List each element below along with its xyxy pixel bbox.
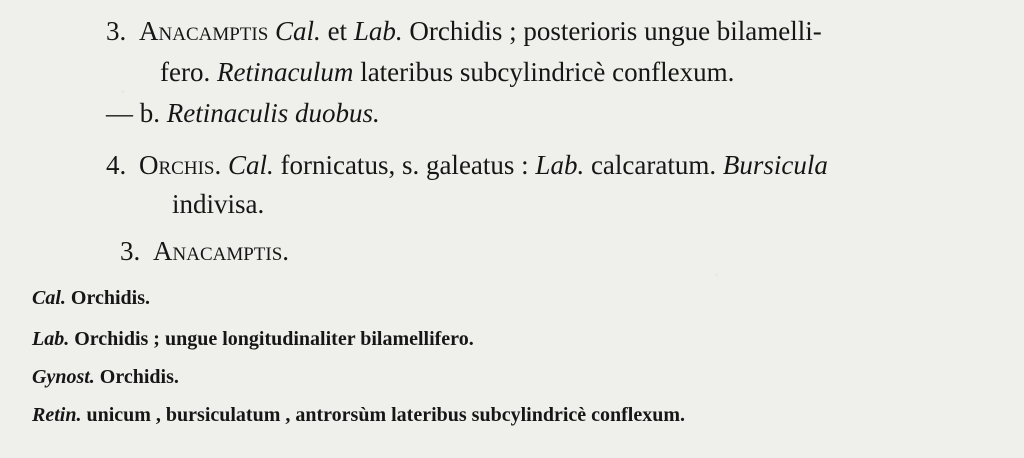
description-text: indivisa. [172,189,265,219]
description-text: fornicatus, s. galeatus : [280,150,529,180]
entry-4-heading [106,150,828,181]
retinaculum-term: Retinaculum [216,57,354,87]
description-text: fero. [160,57,211,87]
entry-3b [106,98,380,129]
entry-number: 4. [106,150,127,180]
character-text: Orchidis. [70,287,150,309]
entry-number: 3. [106,16,127,46]
bursicula-term: Bursicula [722,150,828,180]
character-label: Retin. [32,404,82,426]
description-text: lateribus subcylindricè conflexum. [360,57,735,87]
character-retin [32,404,685,427]
genus-name: Anacamptis [139,16,269,46]
character-label: Cal. [32,287,66,309]
section-number: 3. [120,236,141,266]
character-label: Lab. [32,328,70,350]
description-text: calcaratum. [590,150,717,180]
character-label: Gynost. [32,366,95,388]
entry-3-continuation [160,57,734,88]
lab-abbrev: Lab. [353,16,403,46]
retinaculis-term: Retinaculis duobus. [166,98,380,128]
character-text: Orchidis. [99,366,179,388]
description-text: Orchidis ; posterioris ungue bilamelli- [409,16,822,46]
entry-3-heading [106,16,822,47]
entry-4-continuation [172,189,264,220]
character-text: unicum , bursiculatum , antrorsùm lateribus subcylindricè conflexum. [86,404,686,426]
conjunction: et [327,16,348,46]
section-heading [120,236,289,267]
section-genus: Anacamptis. [153,236,290,266]
character-lab [32,328,474,351]
genus-name: Orchis. [139,150,222,180]
sub-marker: — b. [106,98,160,128]
character-cal [32,287,150,310]
lab-abbrev: Lab. [535,150,585,180]
character-text: Orchidis ; ungue longitudinaliter bilamellifero. [74,328,474,350]
cal-abbrev: Cal. [275,16,321,46]
cal-abbrev: Cal. [227,150,274,180]
character-gynost [32,366,179,389]
